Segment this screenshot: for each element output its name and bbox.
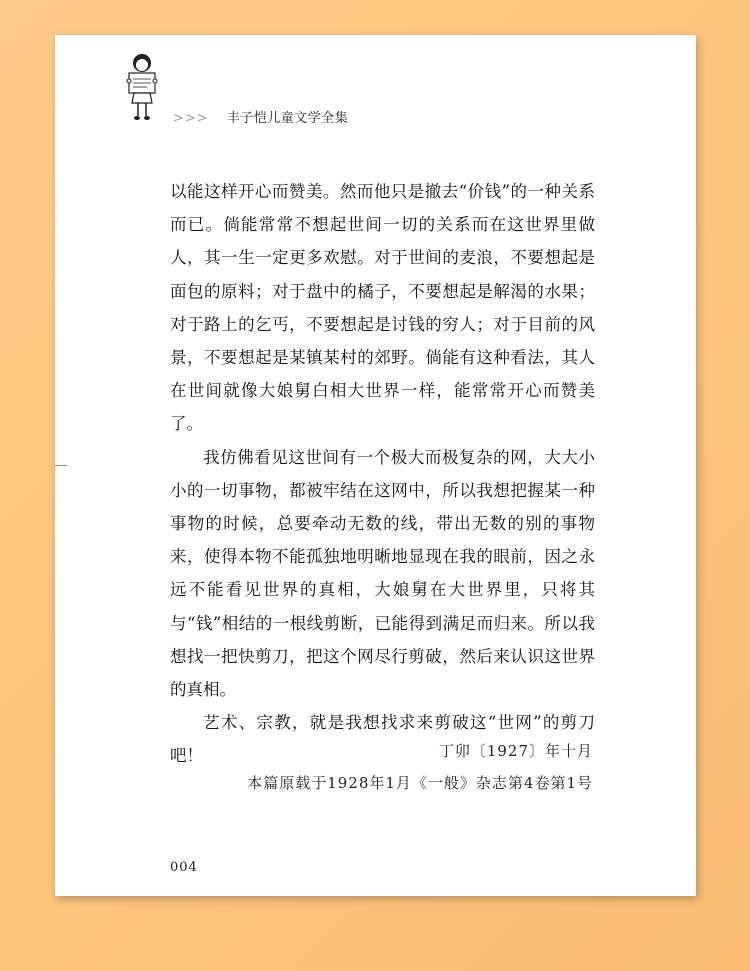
header-arrows: >>> [173, 111, 209, 126]
publication-note: 本篇原载于1928年1月《一般》杂志第4卷第1号 [247, 774, 593, 792]
running-header [173, 107, 348, 126]
body-text [170, 175, 595, 773]
page-number: 004 [170, 860, 198, 875]
book-title: 丰子恺儿童文学全集 [226, 111, 349, 126]
paragraph: 我仿佛看见这世间有一个极大而极复杂的网，大大小小的一切事物，都被牢结在这网中，所以我想把握某一种事物的时候，总要牵动无数的线，带出无数的别的事物来，使得本物不能孤独地明晰地显现在我的眼前，因之永远不能看见世界的真相，大娘舅在大世界里，只将其与“钱”相结的一根线剪断，已能得到满足而归来。所以我想找一把快剪刀，把这个网尽行剪破，然后来认识这世界的真相。 [170, 447, 595, 700]
girl-reading-illustration [125, 53, 159, 123]
paragraph: 艺术、宗教，就是我想找求来剪破这“世网”的剪刀吧！ [170, 713, 595, 766]
book-page [55, 35, 696, 896]
margin-tick [55, 465, 67, 466]
signature-block [247, 735, 593, 799]
paragraph: 以能这样开心而赞美。然而他只是撤去“价钱”的一种关系而已。倘能常常不想起世间一切的关系而在这世界里做人，其一生一定更多欢慰。对于世间的麦浪，不要想起是面包的原料；对于盘中的橘子，不要想起是解渴的水果；对于路上的乞丐，不要想起是讨钱的穷人；对于目前的风景，不要想起是某镇某村的郊野。倘能有这种看法，其人在世间就像大娘舅白相大世界一样，能常常开心而赞美了。 [170, 182, 595, 434]
signature-date: 丁卯〔1927〕年十月 [438, 742, 593, 760]
